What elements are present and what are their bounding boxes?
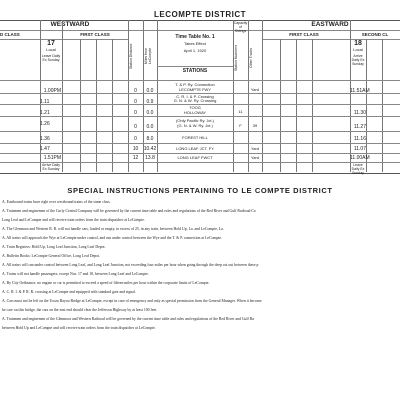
eastward-time: 11.51AM bbox=[350, 88, 370, 94]
timetable-title: Time Table No. 1 bbox=[175, 34, 215, 40]
row-rule bbox=[0, 143, 400, 144]
westward-time: 1.51PM bbox=[43, 155, 61, 161]
other-tracks: Yard bbox=[250, 146, 260, 151]
station-distance: 10 bbox=[132, 146, 139, 152]
other-tracks: Yard bbox=[250, 87, 260, 92]
divider bbox=[262, 39, 400, 40]
westward-heading: WESTWARD bbox=[50, 21, 90, 28]
eastward-time: 11.27 bbox=[353, 124, 366, 130]
divider bbox=[0, 30, 400, 31]
westward-time: 1.21 bbox=[40, 110, 50, 116]
station-distance: 0 bbox=[134, 136, 137, 142]
train-18-number: 18 bbox=[354, 40, 362, 47]
timetable-effect: Takes Effect bbox=[184, 41, 206, 46]
station-miles: 0.9 bbox=[146, 99, 154, 105]
divider bbox=[0, 39, 128, 40]
instruction-line: Long Leaf and LeCompte and will receive train orders from the train dispatcher at LeCompte. bbox=[2, 218, 145, 222]
instruction-line: be care on this bridge, the cars on the east end should clear the Jefferson Highway by at least 100 feet. bbox=[2, 308, 158, 312]
station-name: (Only Pacific Ry. Jct.) bbox=[176, 118, 214, 123]
other-tracks-header: Other Tracks bbox=[249, 47, 253, 69]
instruction-line: A. Trains will not handle passengers, except Nos. 17 and 18, between Long Leaf and LeCompte. bbox=[2, 272, 149, 276]
station-name: LONG LEAF JCT. FY bbox=[176, 146, 214, 151]
siding-capacity: F bbox=[239, 123, 242, 128]
siding-capacity: 11 bbox=[238, 109, 243, 114]
station-distance: 0 bbox=[134, 110, 137, 116]
divider bbox=[157, 66, 233, 67]
miles-header: Miles from LeCompte bbox=[144, 47, 152, 65]
station-numbers-header: Station Numbers bbox=[234, 44, 238, 72]
station-miles: 8.0 bbox=[146, 136, 154, 142]
column-rule bbox=[62, 20, 63, 172]
train-18-leave-note: Leave Daily Ex Sunday bbox=[351, 163, 365, 175]
eastward-first-class: FIRST CLASS bbox=[289, 32, 319, 37]
train-17-schedule-note: Leave Daily Ex Sunday bbox=[41, 54, 61, 62]
instruction-line: A. Trainmen and enginemen of the Glenmora and Western Railroad will be governed by the current time table and rules and regulations of the Red River and Gulf Ra bbox=[2, 317, 254, 321]
station-miles: 0.0 bbox=[146, 88, 154, 94]
westward-time: 1.47 bbox=[40, 146, 50, 152]
instruction-line: A. By City Ordinance, no engine or car is permitted to exceed a speed of fifteen miles per hour within the corporate limits of LeCompte. bbox=[2, 281, 210, 285]
westward-time: 1.36 bbox=[40, 136, 50, 142]
instruction-line: A. C. R. I. & P. R. R. crossing at LeCompte and equipped with standard gate and signal. bbox=[2, 290, 136, 294]
station-name: LONG LEAF FWCT bbox=[177, 155, 213, 160]
station-name-2: (G. N. & W. Ry. Jct.) bbox=[177, 123, 213, 128]
eastward-time: 11.30 bbox=[353, 110, 366, 116]
row-rule bbox=[0, 131, 400, 132]
train-17-number: 17 bbox=[47, 40, 55, 47]
station-miles: 10.42 bbox=[143, 146, 157, 152]
train-17-type: Local bbox=[46, 47, 56, 52]
column-rule bbox=[262, 20, 263, 172]
station-miles: 13.8 bbox=[145, 155, 155, 161]
westward-first-class: FIRST CLASS bbox=[80, 32, 110, 37]
train-18-schedule-note: Arrive Daily Ex Sunday bbox=[351, 54, 365, 66]
station-distance: 12 bbox=[132, 155, 139, 161]
westward-time: 1.26 bbox=[40, 121, 50, 127]
capacity-header: Capacity of Sidings bbox=[233, 21, 248, 33]
instructions-title: SPECIAL INSTRUCTIONS PERTAINING TO LE COMPTE DISTRICT bbox=[67, 186, 333, 195]
eastward-heading: EASTWARD bbox=[311, 21, 349, 28]
row-rule bbox=[0, 153, 400, 154]
station-distance: 0 bbox=[134, 124, 137, 130]
eastward-second-class: SECOND CL bbox=[361, 32, 389, 37]
station-distance: 0 bbox=[134, 99, 137, 105]
station-miles: 0.0 bbox=[146, 124, 154, 130]
westward-time: 1.00PM bbox=[43, 88, 61, 94]
eastward-time: 11.00AM bbox=[350, 155, 370, 161]
eastward-time: 11.07 bbox=[353, 146, 366, 152]
instruction-line: between Hold Up and LeCompte and will receive train orders from the train dispatcher at LeCompte. bbox=[2, 326, 156, 330]
instruction-line: A. Eastbound trains have right over westbound trains of the same class. bbox=[2, 200, 111, 204]
station-miles: 0.0 bbox=[146, 110, 154, 116]
instruction-line: A. Trainmen and enginemen of the Curly Central Company will be governed by the current time table and rules and regulations of the Red River and Gulf Railroad Co bbox=[2, 209, 256, 213]
station-distance-header: Station Distance bbox=[129, 43, 133, 69]
instruction-line: A. The Glenmora and Western R. R. will not handle cars, loaded or empty, in excess of 25, in any train, between Hold Up, La. and LeCompte, La. bbox=[2, 227, 224, 231]
divider bbox=[0, 80, 400, 81]
train-18-type: Local bbox=[353, 47, 363, 52]
train-17-arrive-note: Arrive Daily Ex Sunday bbox=[42, 163, 60, 171]
instruction-line: A. Bulletin Books: LeCompte General Office, Long Leaf Depot. bbox=[2, 254, 101, 258]
instruction-line: A. All trains will approach the Wye at LeCompte under control, and run under control between the Wye and the T. & P. connection at LeCompte. bbox=[2, 236, 223, 240]
timetable-date: April 1, 1920 bbox=[183, 48, 207, 53]
station-name-2: HOLLOWAY bbox=[183, 109, 207, 115]
page-title: LECOMPTE DISTRICT bbox=[153, 10, 247, 19]
station-distance: 0 bbox=[134, 88, 137, 94]
instruction-line: A. Train Registers: Hold Up, Long Leaf Junction, Long Leaf Depot. bbox=[2, 245, 106, 249]
station-name: C. R. I. & P. Crossing bbox=[176, 93, 214, 99]
instruction-line: A. Cars must not be left on the Tooza Bayou Bridge at LeCompte, except in case of emergency and only as special permission from the General Manager. When it become bbox=[2, 299, 262, 303]
instruction-line: A. All trains will run under control between Long Leaf, and Long Leaf Junction, not exceeding four miles per hour when going through the deep cut out between these p bbox=[2, 263, 259, 267]
westward-time: 1.11 bbox=[40, 99, 50, 105]
stations-header: STATIONS bbox=[182, 68, 208, 74]
westward-class-left: D CLASS bbox=[0, 32, 20, 37]
station-name-2: G. N. & W. Ry. Crossing bbox=[173, 98, 217, 103]
row-rule bbox=[0, 116, 400, 117]
station-name: T. & P. Ry. Connection bbox=[175, 82, 215, 87]
other-tracks: Yard bbox=[250, 155, 260, 160]
eastward-time: 11.16 bbox=[353, 136, 366, 142]
station-name-2: LECOMPTE FWY bbox=[178, 86, 211, 92]
station-name: TOOG bbox=[189, 105, 201, 110]
station-name: FOREST HILL bbox=[182, 135, 208, 140]
other-tracks: 39 bbox=[252, 123, 258, 128]
